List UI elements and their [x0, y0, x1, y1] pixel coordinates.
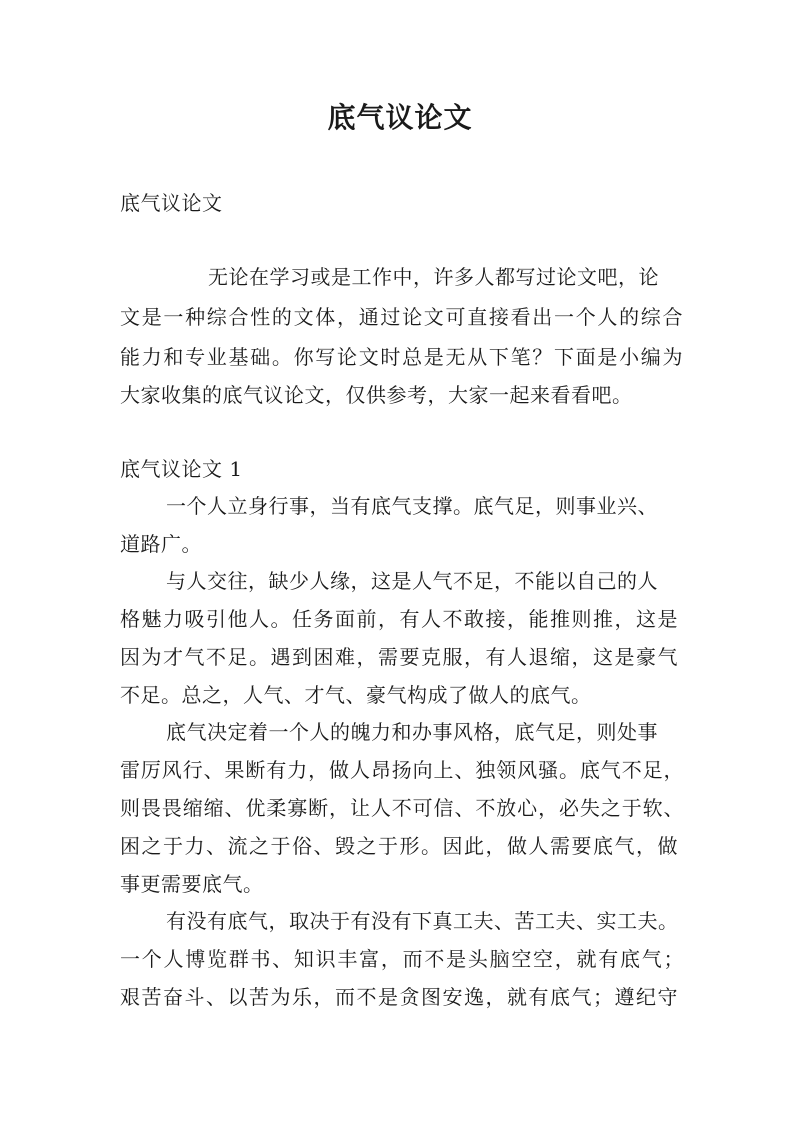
- body-line-14: 艰苦奋斗、以苦为乐，而不是贪图安逸，就有底气；遵纪守: [120, 985, 678, 1009]
- body-line-10: 困之于力、流之于俗、毁之于形。因此，做人需要底气，做: [120, 834, 678, 858]
- document-title: 底气议论文: [327, 101, 473, 134]
- body-line-7: 底气决定着一个人的魄力和办事风格，底气足，则处事: [166, 720, 658, 744]
- body-line-3: 与人交往，缺少人缘，这是人气不足，不能以自己的人: [166, 569, 658, 593]
- body-line-4: 格魅力吸引他人。任务面前，有人不敢接，能推则推，这是: [120, 607, 678, 631]
- intro-line-1: 无论在学习或是工作中，许多人都写过论文吧，论: [208, 265, 659, 289]
- intro-line-4: 大家收集的底气议论文，仅供参考，大家一起来看看吧。: [120, 383, 633, 407]
- section-heading: 底气议论文 1: [120, 457, 243, 481]
- body-line-8: 雷厉风行、果断有力，做人昂扬向上、独领风骚。底气不足，: [120, 758, 684, 782]
- intro-line-3: 能力和专业基础。你写论文时总是无从下笔？下面是小编为: [120, 345, 683, 369]
- body-line-2: 道路广。: [120, 532, 202, 556]
- body-line-1: 一个人立身行事，当有底气支撑。底气足，则事业兴、: [166, 494, 658, 518]
- intro-line-2: 文是一种综合性的文体，通过论文可直接看出一个人的综合: [120, 305, 683, 329]
- document-subtitle: 底气议论文: [120, 191, 223, 215]
- body-line-13: 一个人博览群书、知识丰富，而不是头脑空空，就有底气；: [120, 947, 684, 971]
- body-line-11: 事更需要底气。: [120, 872, 264, 896]
- body-line-12: 有没有底气，取决于有没有下真工夫、苦工夫、实工夫。: [166, 909, 679, 933]
- body-line-5: 因为才气不足。遇到困难，需要克服，有人退缩，这是豪气: [120, 645, 678, 669]
- body-line-6: 不足。总之，人气、才气、豪气构成了做人的底气。: [120, 683, 592, 707]
- body-line-9: 则畏畏缩缩、优柔寡断，让人不可信、不放心，必失之于软、: [120, 796, 684, 820]
